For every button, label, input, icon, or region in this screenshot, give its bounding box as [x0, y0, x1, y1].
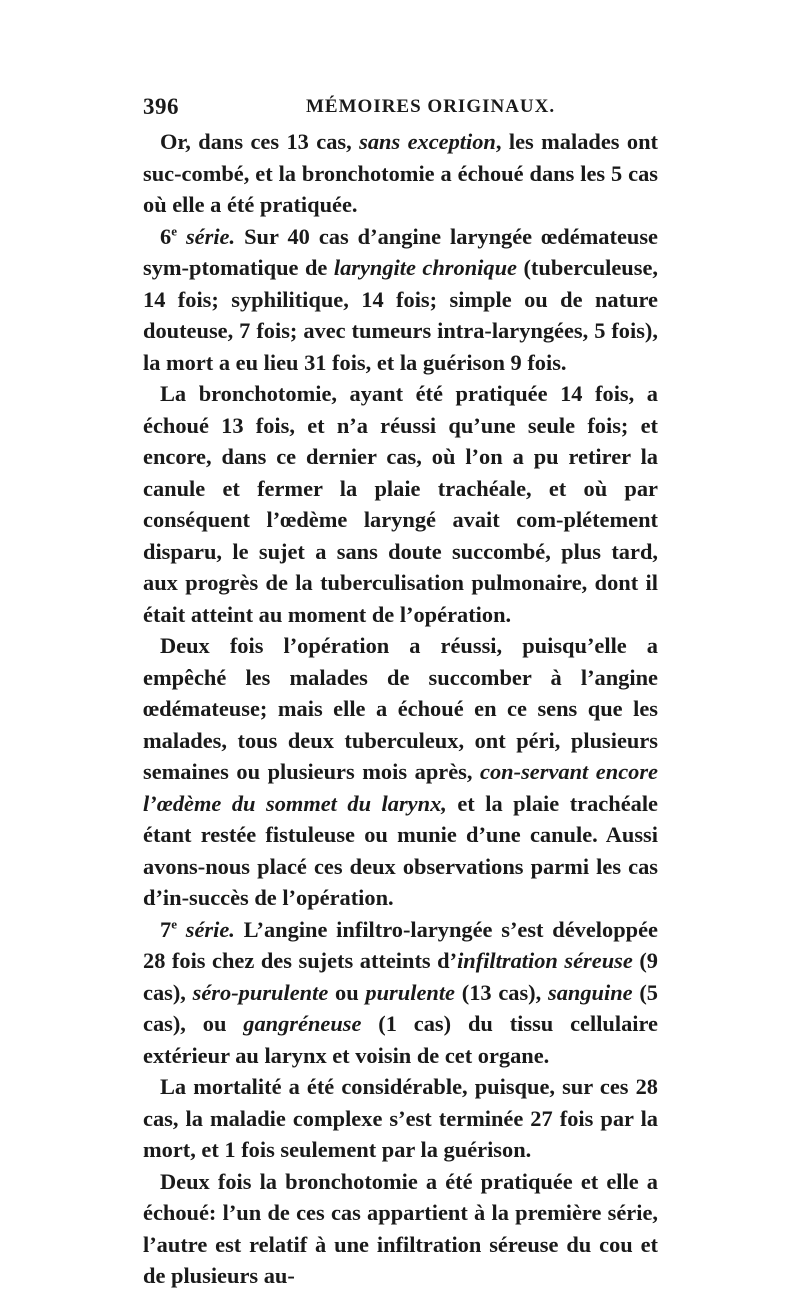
paragraph — [143, 630, 658, 914]
text-run: L’angine infiltro-laryngée s’est développée 28 fois chez des sujets atteints d’ — [143, 916, 658, 973]
text-run: Deux fois l’opération a réussi, puisqu’elle a empêché les malades de succomber à l’angine œdémateuse; mais elle a échoué en ce sens que les malades, tous deux tuberculeux, ont péri, plusieurs semaines ou plusieurs mois après, — [143, 633, 658, 784]
italic-text: série. — [176, 916, 235, 942]
page-number: 396 — [143, 94, 179, 119]
text-run: et la plaie trachéale étant restée fistuleuse ou munie d’une canule. Aussi avons-nous placé ces deux observations parmi les cas d’in-succès de l’opération. — [143, 790, 658, 910]
italic-text: sans exception — [359, 129, 496, 154]
text-run: , les malades ont suc-combé, et la bronchotomie a échoué dans les 5 cas où elle a été pratiquée. — [143, 129, 658, 217]
text-run: (5 cas), ou — [143, 979, 659, 1036]
superscript: e — [171, 223, 177, 239]
paragraph — [143, 914, 658, 1072]
italic-text: sanguine — [547, 979, 633, 1005]
italic-text: infiltration séreuse — [457, 948, 633, 973]
text-run: 7 — [160, 916, 172, 942]
superscript: e — [171, 916, 177, 932]
italic-text: séro-purulente — [192, 979, 329, 1005]
page-header — [143, 94, 658, 124]
paragraph — [143, 126, 658, 221]
text-run: 6 — [160, 223, 172, 249]
text-run: Deux fois la bronchotomie a été pratiquée et elle a échoué: l’un de ces cas appartient à la première série, l’autre est relatif à une infiltration séreuse du cou et de plusieurs au- — [143, 1168, 658, 1288]
text-run: (1 cas) du tissu cellulaire extérieur au larynx et voisin de cet organe. — [143, 1011, 658, 1068]
italic-text: série. — [176, 223, 236, 249]
text-run: (9 cas), — [143, 948, 658, 1005]
text-run: (tuberculeuse, 14 fois; syphilitique, 14 fois; simple ou de nature douteuse, 7 fois; avec tumeurs intra-laryngées, 5 fois), la mort a eu lieu 31 fois, et la guérison 9 fois. — [143, 255, 659, 375]
body-text — [143, 126, 658, 1292]
italic-text: laryngite chronique — [333, 255, 517, 280]
paragraph — [143, 221, 658, 379]
text-run: La bronchotomie, ayant été pratiquée 14 fois, a échoué 13 fois, et n’a réussi qu’une seule fois; et encore, dans ce dernier cas, où l’on a pu retirer la canule et fermer la plaie trachéale, et où par conséquent l’œdème laryngé avait com-plétement disparu, le sujet a sans doute succombé, plus tard, aux progrès de la tuberculisation pulmonaire, dont il était atteint au moment de l’opération. — [143, 381, 658, 627]
text-run: ou — [328, 979, 366, 1005]
italic-text: con-servant encore l’œdème du sommet du larynx, — [143, 759, 658, 816]
text-run: La mortalité a été considérable, puisque, sur ces 28 cas, la maladie complexe s’est terminée 27 fois par la mort, et 1 fois seulement par la guérison. — [143, 1074, 658, 1162]
paragraph — [143, 1071, 658, 1166]
italic-text: purulente — [365, 979, 455, 1005]
text-run: Sur 40 cas d’angine laryngée œdémateuse sym-ptomatique de — [143, 223, 658, 280]
paragraph — [143, 1166, 658, 1292]
text-run: (13 cas), — [455, 979, 548, 1005]
text-run: Or, dans ces 13 cas, — [160, 129, 360, 154]
italic-text: gangréneuse — [243, 1011, 362, 1036]
running-title: MÉMOIRES ORIGINAUX. — [306, 96, 556, 117]
paragraph — [143, 378, 658, 630]
